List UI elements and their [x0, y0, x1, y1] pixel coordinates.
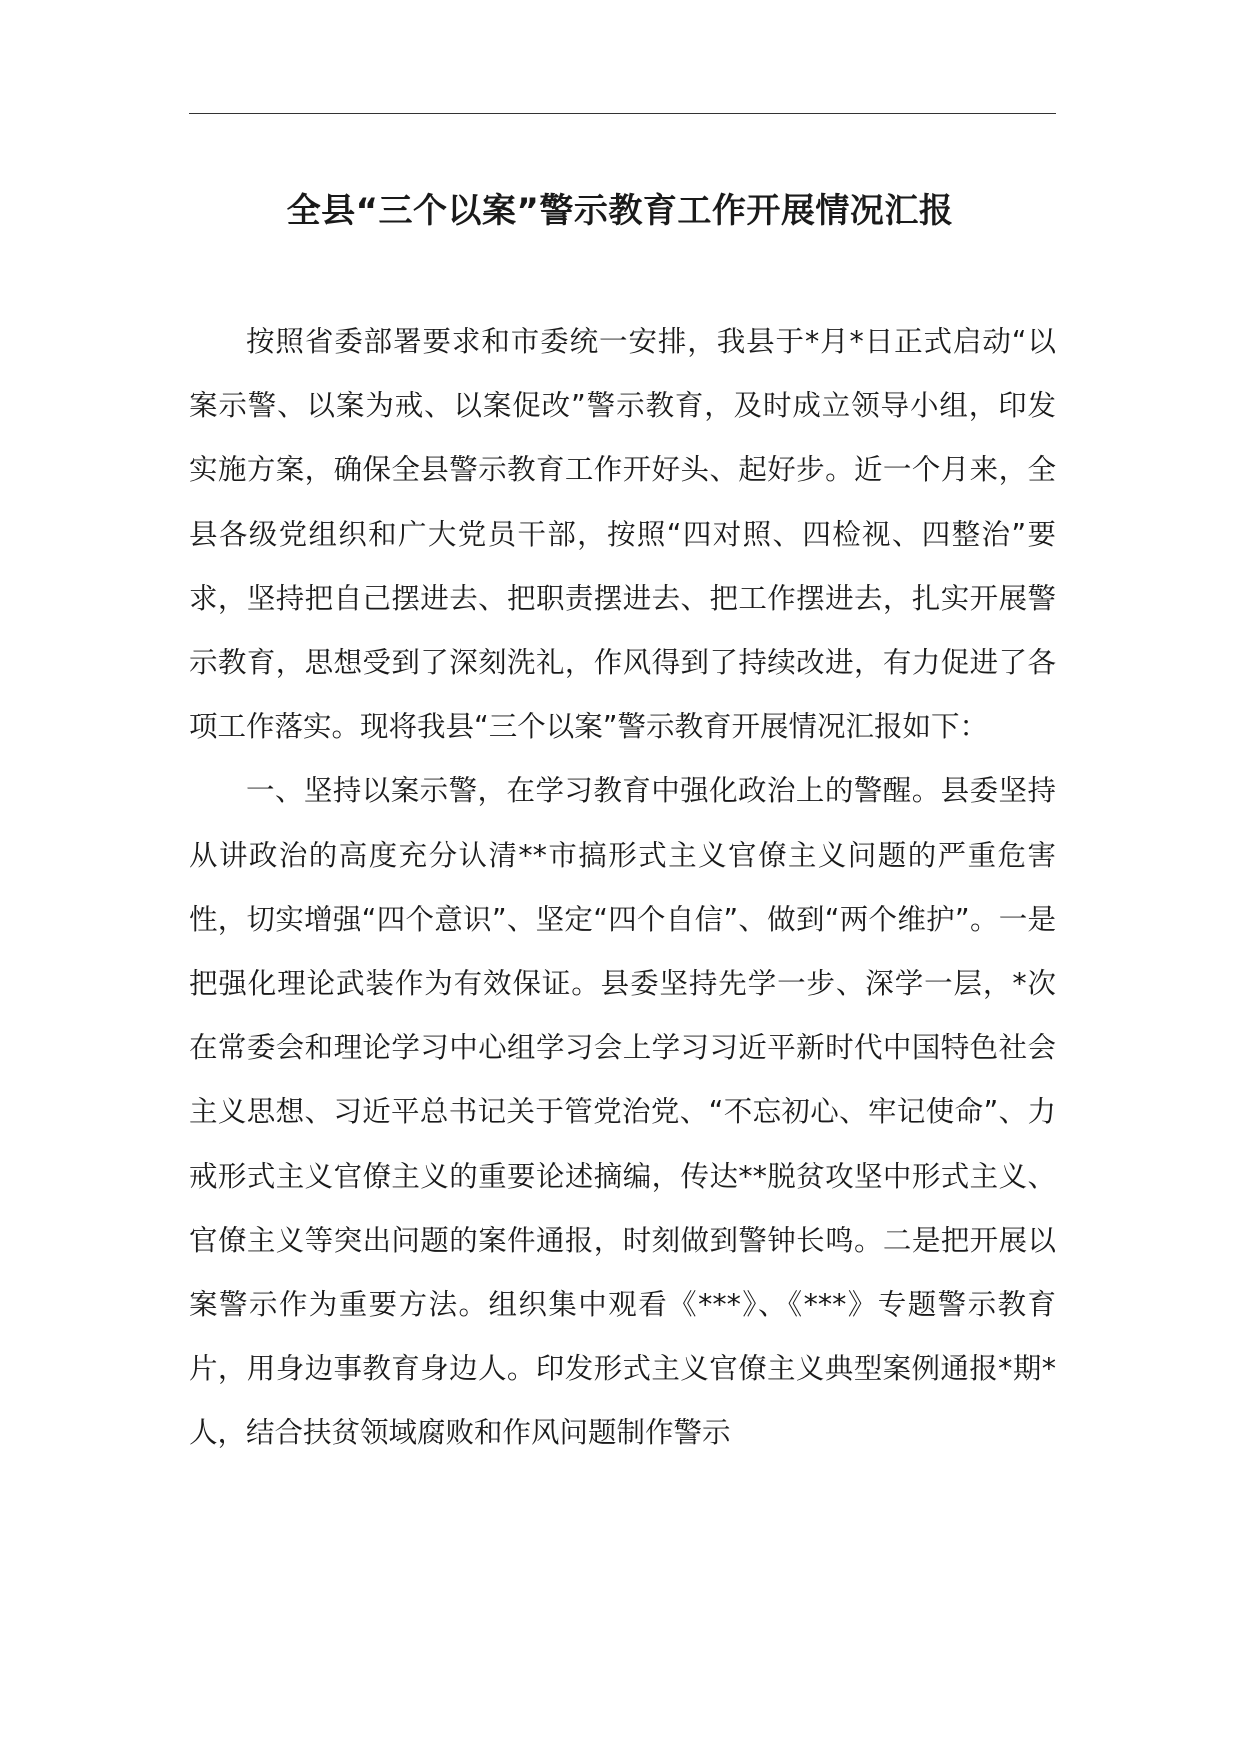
document-body: [189, 310, 1056, 1466]
header-rule: [189, 113, 1056, 114]
document-title: 全县“三个以案”警示教育工作开展情况汇报: [286, 191, 954, 231]
paragraph-intro: 按照省委部署要求和市委统一安排，我县于*月*日正式启动“以案示警、以案为戒、以案促改”警示教育，及时成立领导小组，印发实施方案，确保全县警示教育工作开好头、起好步。近一个月来，全县各级党组织和广大党员干部，按照“四对照、四检视、四整治”要求，坚持把自己摆进去、把职责摆进去、把工作摆进去，扎实开展警示教育，思想受到了深刻洗礼，作风得到了持续改进，有力促进了各项工作落实。现将我县“三个以案”警示教育开展情况汇报如下：: [189, 325, 1056, 744]
paragraph-section-one: 一、坚持以案示警，在学习教育中强化政治上的警醒。县委坚持从讲政治的高度充分认清**市搞形式主义官僚主义问题的严重危害性，切实增强“四个意识”、坚定“四个自信”、做到“两个维护”。一是把强化理论武装作为有效保证。县委坚持先学一步、深学一层，*次在常委会和理论学习中心组学习会上学习习近平新时代中国特色社会主义思想、习近平总书记关于管党治党、“不忘初心、牢记使命”、力戒形式主义官僚主义的重要论述摘编，传达**脱贫攻坚中形式主义、官僚主义等突出问题的案件通报，时刻做到警钟长鸣。二是把开展以案警示作为重要方法。组织集中观看《***》、《***》专题警示教育片，用身边事教育身边人。印发形式主义官僚主义典型案例通报*期*人，结合扶贫领域腐败和作风问题制作警示: [189, 774, 1056, 1450]
